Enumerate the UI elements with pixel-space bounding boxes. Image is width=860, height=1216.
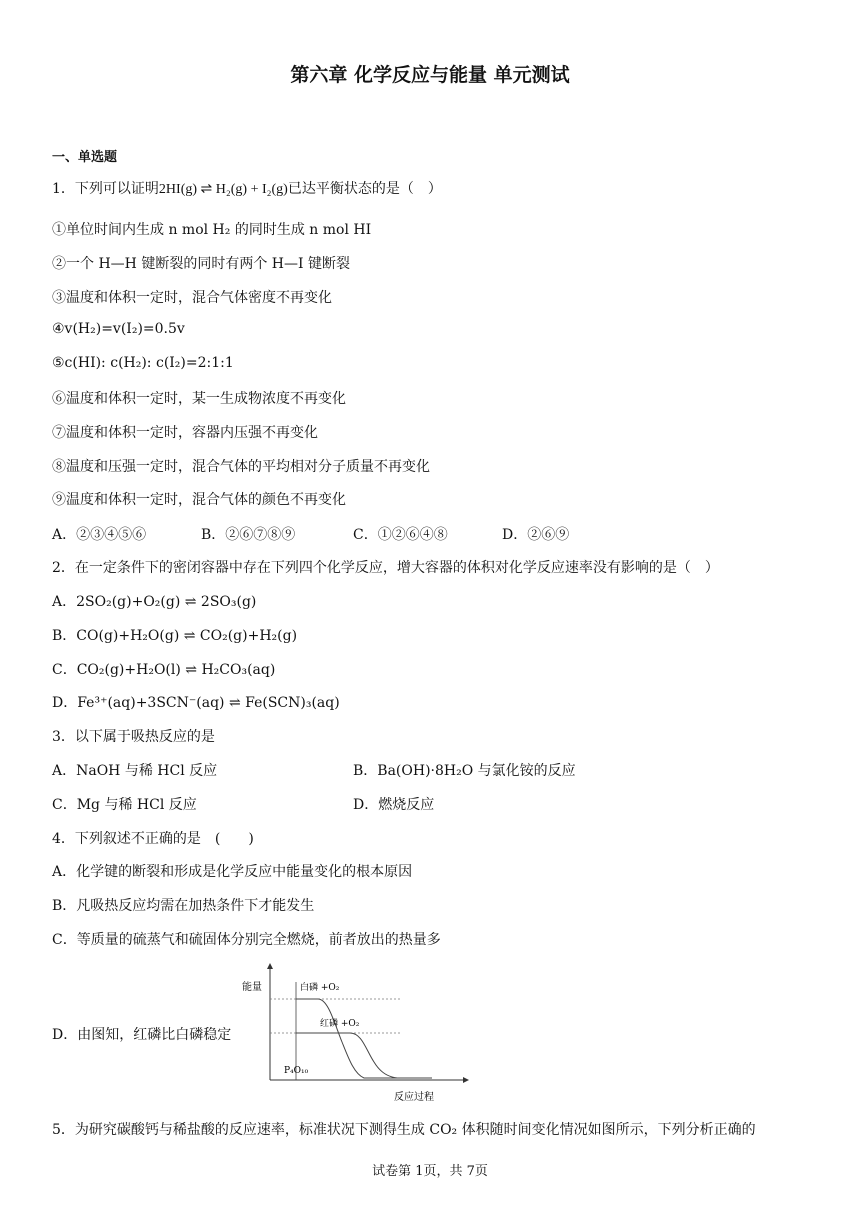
- q1-option-d[interactable]: D．②⑥⑨: [502, 527, 570, 543]
- white-phosphorus-curve: [296, 999, 400, 1078]
- question-1-stem: [52, 178, 442, 198]
- question-5-stem: 5．为研究碳酸钙与稀盐酸的反应速率，标准状况下测得生成 CO₂ 体积随时间变化情况如图所示，下列分析正确的: [52, 1122, 756, 1138]
- question-2-stem: 2．在一定条件下的密闭容器中存在下列四个化学反应，增大容器的体积对化学反应速率没有影响的是（ ）: [52, 560, 719, 576]
- label-red-phosphorus: 红磷 +O₂: [320, 1019, 360, 1029]
- q1-item: ②一个 H—H 键断裂的同时有两个 H—I 键断裂: [52, 256, 350, 272]
- label-p4o10: P₄O₁₀: [284, 1066, 309, 1076]
- q3-option-d[interactable]: D．燃烧反应: [353, 797, 435, 813]
- question-4-stem: 4．下列叙述不正确的是 ( ): [52, 831, 254, 847]
- x-axis-label: 反应过程: [394, 1092, 434, 1103]
- q1-stem-post: 已达平衡状态的是（ ）: [287, 181, 442, 197]
- q2-option-a[interactable]: A．2SO₂(g)+O₂(g) ⇌ 2SO₃(g): [52, 594, 257, 610]
- q1-item: ⑦温度和体积一定时，容器内压强不再变化: [52, 425, 318, 441]
- q1-option-a[interactable]: A．②③④⑤⑥: [52, 527, 147, 543]
- q4-option-d[interactable]: D．由图知，红磷比白磷稳定: [52, 1027, 232, 1043]
- page-footer: 试卷第 1页，共 7页: [372, 1164, 488, 1179]
- q2-option-c[interactable]: C．CO₂(g)+H₂O(l) ⇌ H₂CO₃(aq): [52, 662, 276, 678]
- q1-stem-pre: 1．下列可以证明: [52, 181, 159, 197]
- red-phosphorus-curve: [296, 1033, 432, 1078]
- section-heading: 一、单选题: [52, 150, 118, 165]
- q1-item: ⑤c(HI): c(H₂): c(I₂)=2:1:1: [52, 355, 234, 371]
- q4-option-a[interactable]: A．化学键的断裂和形成是化学反应中能量变化的根本原因: [52, 864, 413, 880]
- q4-option-b[interactable]: B．凡吸热反应均需在加热条件下才能发生: [52, 898, 315, 914]
- page-title: 第六章 化学反应与能量 单元测试: [290, 64, 570, 86]
- q1-item: ④v(H₂)=v(I₂)=0.5v: [52, 321, 185, 337]
- q1-item: ⑧温度和压强一定时，混合气体的平均相对分子质量不再变化: [52, 459, 430, 475]
- q1-item: ⑥温度和体积一定时，某一生成物浓度不再变化: [52, 391, 346, 407]
- q1-option-b[interactable]: B．②⑥⑦⑧⑨: [201, 527, 296, 543]
- energy-diagram: [238, 962, 470, 1104]
- q1-equation: 2HI(g) ⇌ H₂(g) + I₂(g): [158, 182, 288, 197]
- y-axis-label: 能量: [242, 982, 262, 993]
- q4-option-c[interactable]: C．等质量的硫蒸气和硫固体分别完全燃烧，前者放出的热量多: [52, 932, 441, 948]
- question-3-stem: 3．以下属于吸热反应的是: [52, 729, 215, 745]
- q1-item: ⑨温度和体积一定时，混合气体的颜色不再变化: [52, 492, 346, 508]
- q1-item: ③温度和体积一定时，混合气体密度不再变化: [52, 290, 332, 306]
- q3-option-a[interactable]: A．NaOH 与稀 HCl 反应: [52, 763, 218, 779]
- q2-option-d[interactable]: D．Fe³⁺(aq)+3SCN⁻(aq) ⇌ Fe(SCN)₃(aq): [52, 695, 340, 711]
- q3-option-b[interactable]: B．Ba(OH)·8H₂O 与氯化铵的反应: [353, 763, 576, 779]
- q1-option-c[interactable]: C．①②⑥④⑧: [353, 527, 448, 543]
- q1-item: ①单位时间内生成 n mol H₂ 的同时生成 n mol HI: [52, 222, 372, 238]
- q2-option-b[interactable]: B．CO(g)+H₂O(g) ⇌ CO₂(g)+H₂(g): [52, 628, 298, 644]
- q3-option-c[interactable]: C．Mg 与稀 HCl 反应: [52, 797, 197, 813]
- label-white-phosphorus: 白磷 +O₂: [300, 983, 340, 993]
